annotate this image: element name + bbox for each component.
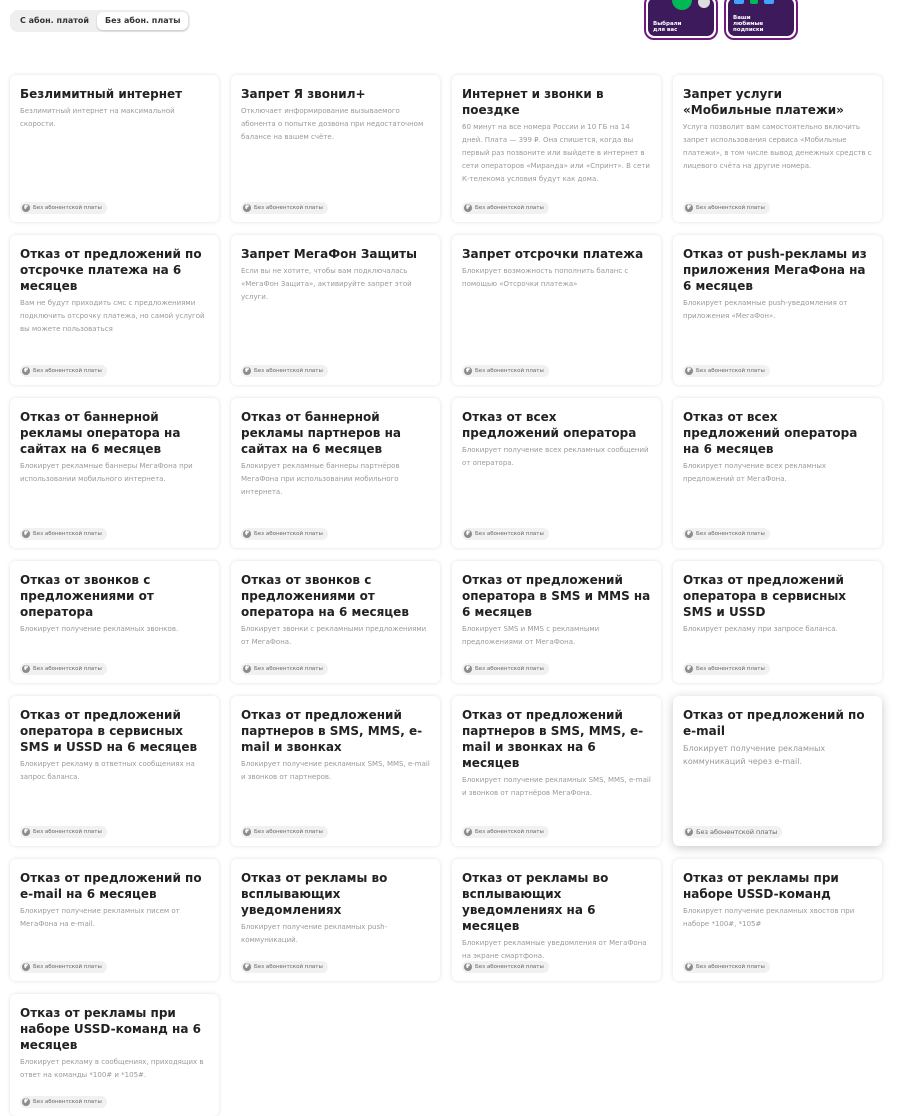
ruble-icon: ₽	[23, 828, 29, 835]
card-description: Блокирует получение рекламных звонков.	[20, 625, 179, 633]
app-tile-icon	[764, 0, 774, 4]
no-fee-badge	[20, 202, 107, 214]
ruble-icon: ₽	[465, 367, 471, 374]
no-fee-badge	[20, 365, 107, 377]
ruble-icon: ₽	[686, 963, 692, 970]
card-title: Отказ от звонков с предложениями от оператора	[20, 573, 154, 619]
service-card[interactable]	[10, 75, 219, 222]
no-fee-badge	[683, 961, 770, 973]
card-description: Блокирует получение рекламных писем от МегаФона на e-mail.	[20, 907, 180, 928]
ruble-icon: ₽	[686, 530, 692, 537]
service-card[interactable]	[452, 398, 661, 548]
service-card[interactable]	[673, 235, 882, 385]
service-card[interactable]	[452, 561, 661, 683]
payment-filter-toggle	[10, 10, 190, 32]
card-title: Отказ от предложений по e-mail на 6 месяцев	[20, 871, 202, 901]
ruble-icon: ₽	[465, 530, 471, 537]
card-title: Отказ от рекламы во всплывающих уведомлениях	[241, 871, 388, 917]
story-picked-for-you[interactable]	[644, 0, 718, 40]
no-fee-badge	[683, 663, 770, 675]
ruble-icon: ₽	[244, 665, 250, 672]
ruble-icon: ₽	[244, 828, 250, 835]
service-card[interactable]	[231, 859, 440, 981]
service-card[interactable]	[673, 398, 882, 548]
card-description: Блокирует получение всех рекламных сообщений от оператора.	[462, 446, 649, 467]
badge-label: Без абонентской платы	[475, 829, 544, 835]
card-title: Запрет отсрочки платежа	[462, 247, 644, 261]
card-description: Блокирует получение рекламных push-коммуникаций.	[241, 923, 388, 944]
card-title: Отказ от предложений по e-mail	[683, 708, 865, 738]
ruble-icon: ₽	[686, 828, 692, 835]
no-fee-badge	[241, 961, 328, 973]
badge-label: Без абонентской платы	[254, 666, 323, 672]
service-card[interactable]	[452, 235, 661, 385]
service-card[interactable]	[231, 75, 440, 222]
card-description: Блокирует получение рекламных SMS, MMS, e-mail и звонков от партнёров МегаФона.	[462, 776, 651, 797]
card-title: Отказ от звонков с предложениями от оператора на 6 месяцев	[241, 573, 409, 619]
service-card[interactable]	[673, 859, 882, 981]
card-title: Отказ от рекламы при наборе USSD-команд	[683, 871, 839, 901]
tab-with-fee[interactable]: С абон. платой	[20, 16, 90, 25]
card-title: Отказ от рекламы во всплывающих уведомлениях на 6 месяцев	[462, 871, 609, 933]
card-description: Блокирует получение рекламных хвостов при наборе *100#, *105#	[683, 907, 855, 928]
card-description: Блокирует рекламу в ответных сообщениях на запрос баланса.	[20, 760, 195, 781]
ruble-icon: ₽	[686, 665, 692, 672]
card-title: Отказ от рекламы при наборе USSD-команд на 6 месяцев	[20, 1006, 201, 1052]
card-description: Блокирует рекламные уведомления от МегаФона на экране смартфона.	[462, 939, 647, 960]
no-fee-badge	[683, 528, 770, 540]
card-title: Отказ от предложений по отсрочке платежа на 6 месяцев	[20, 247, 202, 293]
ruble-icon: ₽	[23, 1098, 29, 1105]
badge-label: Без абонентской платы	[254, 205, 323, 211]
no-fee-badge	[241, 365, 328, 377]
card-description: Блокирует SMS и MMS с рекламными предложениями от МегаФона.	[462, 625, 600, 646]
service-card[interactable]	[231, 235, 440, 385]
card-description: Блокирует получение всех рекламных предложений от МегаФона.	[683, 462, 827, 483]
ruble-icon: ₽	[244, 963, 250, 970]
white-circle-icon	[698, 0, 710, 8]
service-card[interactable]	[673, 75, 882, 222]
card-description: Отключает информирование вызываемого абонента о попытке дозвона при недостаточном балансе на вашем счёте.	[241, 107, 424, 141]
card-title: Отказ от предложений оператора в сервисных SMS и USSD	[683, 573, 847, 619]
badge-label: Без абонентской платы	[475, 368, 544, 374]
no-fee-badge	[20, 663, 107, 675]
ruble-icon: ₽	[465, 963, 471, 970]
ruble-icon: ₽	[465, 665, 471, 672]
service-card[interactable]	[10, 398, 219, 548]
badge-label: Без абонентской платы	[696, 531, 765, 537]
badge-label: Без абонентской платы	[33, 829, 102, 835]
badge-label: Без абонентской платы	[254, 829, 323, 835]
no-fee-badge	[20, 1096, 107, 1108]
story-label: Выбрали для вас	[653, 21, 682, 33]
card-description: Безлимитный интернет на максимальной скорости.	[20, 107, 175, 128]
ruble-icon: ₽	[244, 367, 250, 374]
card-description: Вам не будут приходить смс с предложениями подключить отсрочку платежа, но самой услугой вы можете пользоваться	[20, 299, 205, 333]
badge-label: Без абонентской платы	[33, 368, 102, 374]
app-tile-icon	[734, 0, 744, 4]
badge-label: Без абонентской платы	[254, 368, 323, 374]
no-fee-badge	[462, 528, 549, 540]
service-card[interactable]	[10, 561, 219, 683]
ruble-icon: ₽	[23, 665, 29, 672]
card-title: Отказ от предложений оператора в сервисных SMS и USSD на 6 месяцев	[20, 708, 198, 754]
ruble-icon: ₽	[23, 530, 29, 537]
no-fee-badge	[462, 663, 549, 675]
badge-label: Без абонентской платы	[33, 531, 102, 537]
service-card[interactable]	[10, 696, 219, 846]
card-title: Отказ от предложений оператора в SMS и MMS на 6 месяцев	[462, 573, 651, 619]
ruble-icon: ₽	[23, 204, 29, 211]
ruble-icon: ₽	[23, 963, 29, 970]
green-circle-icon	[672, 0, 692, 10]
no-fee-badge	[683, 826, 782, 838]
card-title: Запрет МегаФон Защиты	[241, 247, 417, 261]
no-fee-badge	[683, 365, 770, 377]
card-description: 60 минут на все номера России и 10 ГБ на 14 дней. Плата — 399 ₽. Она спишется, когда вы первый раз позвоните или выйдете в интернет в сети операторов «Миранда» или «Спринт». В сети К-телекома условия будут как дома.	[462, 123, 650, 183]
badge-label: Без абонентской платы	[33, 1099, 102, 1105]
no-fee-badge	[462, 826, 549, 838]
badge-label: Без абонентской платы	[475, 666, 544, 672]
services-grid	[10, 75, 881, 1116]
ruble-icon: ₽	[244, 530, 250, 537]
card-description: Блокирует рекламные push-уведомления от приложения «МегаФон».	[683, 299, 848, 320]
card-description: Блокирует рекламные баннеры партнёров МегаФона при использовании мобильного интернета.	[241, 462, 400, 496]
ruble-icon: ₽	[244, 204, 250, 211]
story-picked-for-you-cover	[648, 0, 714, 36]
badge-label: Без абонентской платы	[696, 828, 778, 836]
card-description: Блокирует возможность пополнить баланс с помощью «Отсрочки платежа»	[462, 267, 629, 288]
card-title: Запрет услуги «Мобильные платежи»	[683, 87, 844, 117]
card-title: Отказ от предложений партнеров в SMS, MMS, e-mail и звонках	[241, 708, 423, 754]
ruble-icon: ₽	[23, 367, 29, 374]
no-fee-badge	[462, 365, 549, 377]
no-fee-badge	[241, 202, 328, 214]
service-card[interactable]	[673, 561, 882, 683]
no-fee-badge	[20, 961, 107, 973]
ruble-icon: ₽	[465, 828, 471, 835]
card-title: Отказ от предложений партнеров в SMS, MMS, e-mail и звонках на 6 месяцев	[462, 708, 644, 770]
stories-row	[644, 0, 798, 40]
story-favorite-subscriptions[interactable]	[724, 0, 798, 40]
tab-without-fee[interactable]: Без абон. платы	[97, 12, 188, 30]
service-card[interactable]	[452, 859, 661, 981]
service-card[interactable]	[452, 696, 661, 846]
service-card[interactable]	[231, 398, 440, 548]
card-title: Запрет Я звонил+	[241, 87, 366, 101]
card-title: Интернет и звонки в поездке	[462, 87, 604, 117]
service-card-hovered[interactable]	[673, 696, 882, 846]
no-fee-badge	[241, 663, 328, 675]
card-description: Блокирует рекламу при запросе баланса.	[683, 625, 838, 633]
card-title: Отказ от баннерной рекламы партнеров на сайтах на 6 месяцев	[241, 410, 401, 456]
card-description: Блокирует рекламные баннеры МегаФона при использовании мобильного интернета.	[20, 462, 193, 483]
card-description: Блокирует звонки с рекламными предложениями от МегаФона.	[241, 625, 427, 646]
service-card[interactable]	[10, 235, 219, 385]
card-description: Блокирует получение рекламных SMS, MMS, e-mail и звонков от партнеров.	[241, 760, 430, 781]
service-card[interactable]	[231, 696, 440, 846]
no-fee-badge	[20, 826, 107, 838]
no-fee-badge	[462, 961, 549, 973]
badge-label: Без абонентской платы	[33, 666, 102, 672]
badge-label: Без абонентской платы	[696, 666, 765, 672]
badge-label: Без абонентской платы	[254, 964, 323, 970]
ruble-icon: ₽	[686, 204, 692, 211]
card-title: Отказ от всех предложений оператора	[462, 410, 637, 440]
card-description: Если вы не хотите, чтобы вам подключалась «МегаФон Защита», активируйте запрет этой услуги.	[241, 267, 412, 301]
service-card[interactable]	[231, 561, 440, 683]
card-title: Безлимитный интернет	[20, 87, 183, 101]
no-fee-badge	[241, 826, 328, 838]
card-description: Блокирует получение рекламных коммуникаций через e-mail.	[683, 744, 826, 766]
badge-label: Без абонентской платы	[33, 964, 102, 970]
card-title: Отказ от баннерной рекламы оператора на сайтах на 6 месяцев	[20, 410, 181, 456]
badge-label: Без абонентской платы	[33, 205, 102, 211]
ruble-icon: ₽	[686, 367, 692, 374]
no-fee-badge	[20, 528, 107, 540]
badge-label: Без абонентской платы	[475, 205, 544, 211]
story-favorite-subscriptions-cover	[728, 0, 794, 36]
story-label: Ваши любимые подписки	[733, 15, 764, 33]
badge-label: Без абонентской платы	[254, 531, 323, 537]
service-card[interactable]	[452, 75, 661, 222]
ruble-icon: ₽	[465, 204, 471, 211]
no-fee-badge	[683, 202, 770, 214]
service-card[interactable]	[10, 859, 219, 981]
badge-label: Без абонентской платы	[475, 964, 544, 970]
no-fee-badge	[241, 528, 328, 540]
service-card[interactable]	[10, 994, 219, 1116]
app-tile-icon	[750, 0, 758, 4]
card-title: Отказ от push-рекламы из приложения МегаФона на 6 месяцев	[683, 247, 867, 293]
no-fee-badge	[462, 202, 549, 214]
card-title: Отказ от всех предложений оператора на 6 месяцев	[683, 410, 858, 456]
badge-label: Без абонентской платы	[696, 368, 765, 374]
badge-label: Без абонентской платы	[696, 205, 765, 211]
badge-label: Без абонентской платы	[475, 531, 544, 537]
card-description: Услуга позволит вам самостоятельно включить запрет использования сервиса «Мобильные платежи», в том числе вывод денежных средств с лицевого счёта на другие номера.	[683, 123, 872, 170]
card-description: Блокирует рекламу в сообщениях, приходящих в ответ на команды *100# и *105#.	[20, 1058, 204, 1079]
badge-label: Без абонентской платы	[696, 964, 765, 970]
